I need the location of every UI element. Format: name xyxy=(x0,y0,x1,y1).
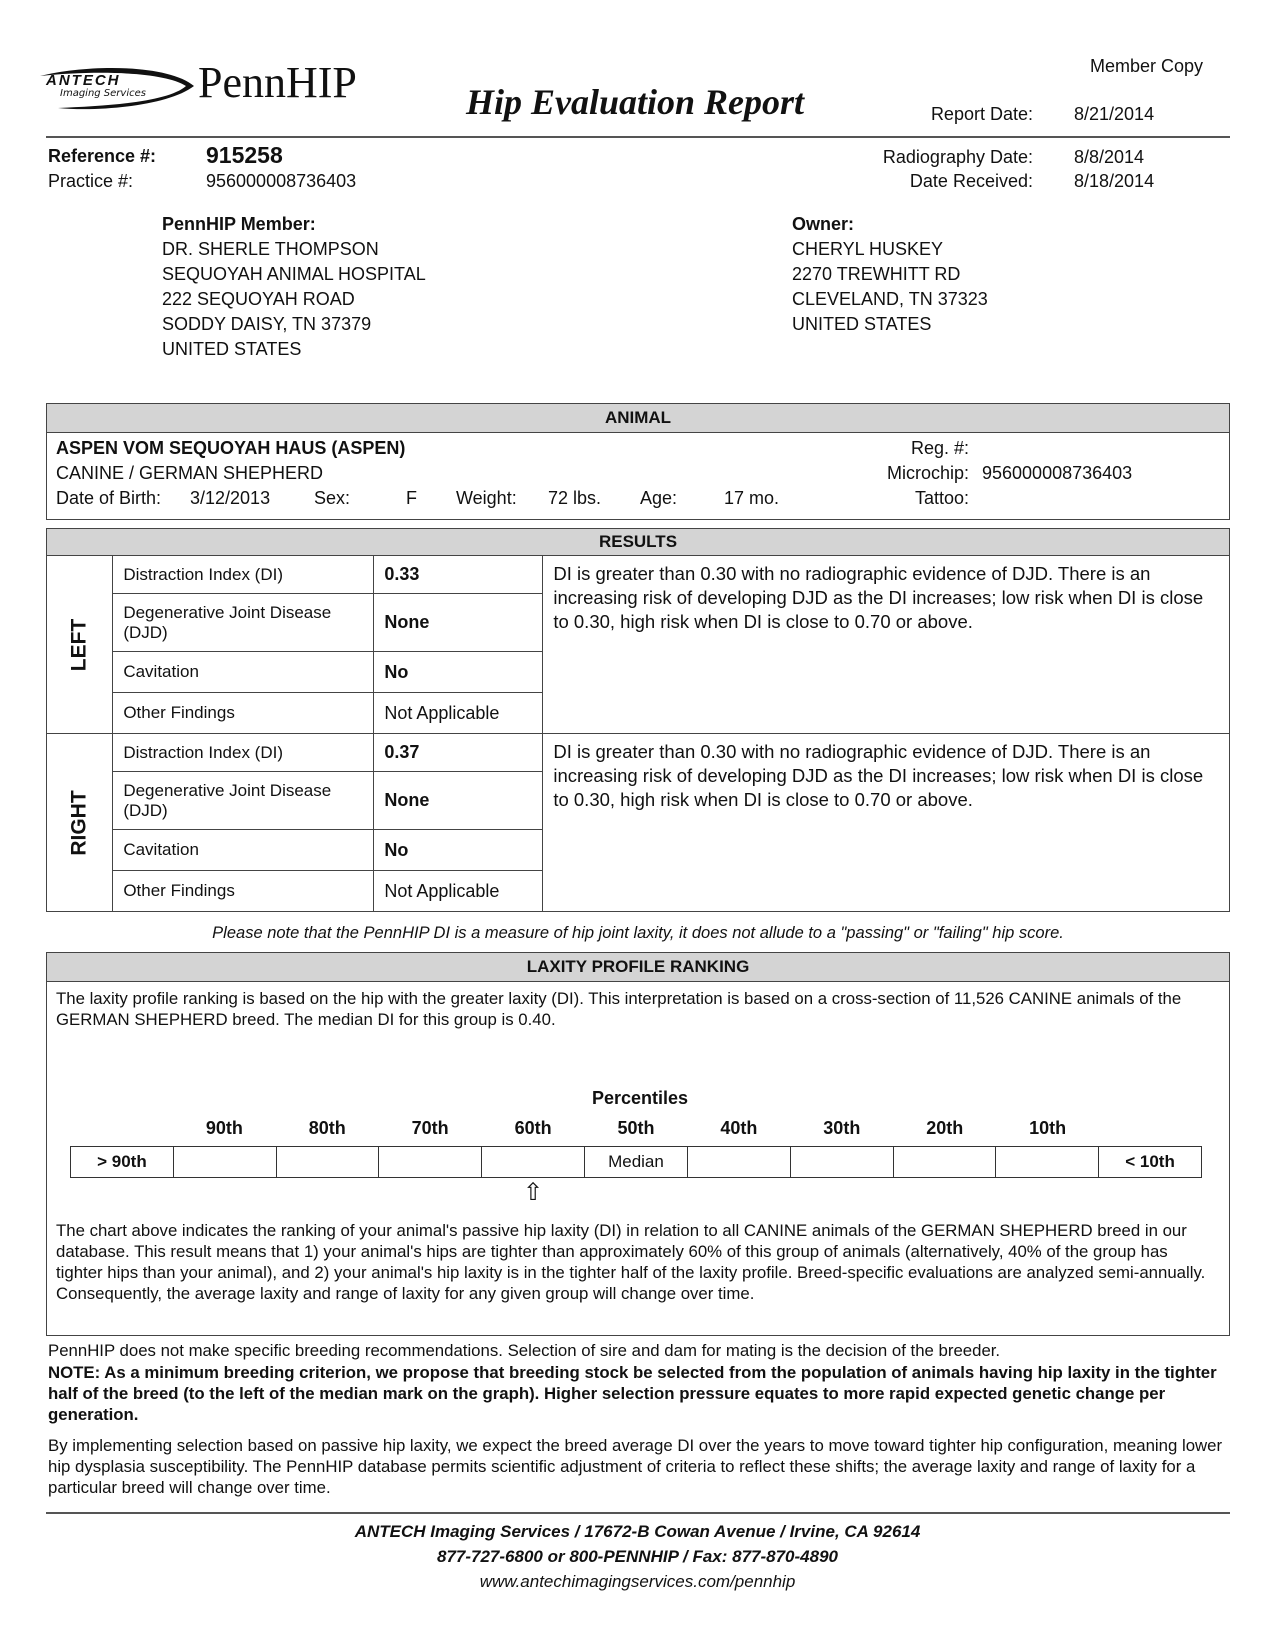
other-findings-value-left: Not Applicable xyxy=(374,693,543,734)
interpretation-left: DI is greater than 0.30 with no radiographic evidence of DJD. There is an increasing risk of developing DJD as the DI increases; low risk when DI is close to 0.30, high risk when DI is close to 0.70 or above. xyxy=(543,556,1230,734)
age-label: Age: xyxy=(640,488,678,508)
implementation-paragraph: By implementing selection based on passive hip laxity, we expect the breed average DI over the years to move toward tighter hip configuration, meaning lower hip dysplasia susceptibility. The PennHIP database permits scientific adjustment of criteria to reflect these shifts; the average laxity and range of laxity for a particular breed will change over time. xyxy=(48,1436,1223,1497)
other-findings-value-right: Not Applicable xyxy=(374,871,543,912)
percentile-tick-label: 10th xyxy=(1029,1118,1067,1138)
results-section-title: RESULTS xyxy=(47,529,1230,556)
di-value-left: 0.33 xyxy=(374,556,543,594)
breeding-note xyxy=(48,1362,1232,1425)
microchip-label: Microchip: xyxy=(886,463,969,483)
percentile-bar xyxy=(70,1146,1202,1178)
di-value-right: 0.37 xyxy=(374,734,543,772)
member-line: SODDY DAISY, TN 37379 xyxy=(162,314,372,334)
radiography-date: 8/8/2014 xyxy=(1074,147,1145,167)
side-label-right: RIGHT xyxy=(47,734,113,912)
member-line: SEQUOYAH ANIMAL HOSPITAL xyxy=(162,264,426,284)
age-value: 17 mo. xyxy=(724,488,780,508)
row-label: Degenerative Joint Disease (DJD) xyxy=(113,594,374,652)
percentile-cell: < 10th xyxy=(1125,1152,1175,1171)
percentile-tick-label: 20th xyxy=(926,1118,964,1138)
results-table xyxy=(46,528,1230,912)
radiography-date-label: Radiography Date: xyxy=(882,147,1033,167)
member-line: DR. SHERLE THOMPSON xyxy=(162,239,379,259)
breeding-disclaimer: PennHIP does not make specific breeding recommendations. Selection of sire and dam for mating is the decision of the breeder. xyxy=(48,1341,1001,1360)
date-received-label: Date Received: xyxy=(909,171,1033,191)
date-received: 8/18/2014 xyxy=(1074,171,1155,191)
report-date-label: Report Date: xyxy=(930,104,1033,124)
practice-number: 956000008736403 xyxy=(206,171,357,191)
di-disclaimer-note: Please note that the PennHIP DI is a measure of hip joint laxity, it does not allude to a "passing" or "failing" hip score. xyxy=(212,924,1064,942)
row-label: Other Findings xyxy=(113,871,374,912)
sex-label: Sex: xyxy=(314,488,351,508)
side-label-left: LEFT xyxy=(47,556,113,734)
laxity-section-title: LAXITY PROFILE RANKING xyxy=(47,953,1229,982)
dob-value: 3/12/2013 xyxy=(190,488,271,508)
footer-phone: 877-727-6800 or 800-PENNHIP / Fax: 877-870-4890 xyxy=(437,1547,838,1566)
sex-value: F xyxy=(406,488,417,508)
percentile-cell xyxy=(482,1147,585,1177)
djd-value-right: None xyxy=(374,772,543,830)
note-label: NOTE: xyxy=(48,1363,101,1382)
reference-number: 915258 xyxy=(206,142,283,168)
row-label: Degenerative Joint Disease (DJD) xyxy=(113,772,374,830)
microchip-value: 956000008736403 xyxy=(982,463,1133,483)
member-line: UNITED STATES xyxy=(162,339,302,359)
row-label: Other Findings xyxy=(113,693,374,734)
percentile-tick-label: 30th xyxy=(823,1118,861,1138)
note-text: As a minimum breeding criterion, we propose that breeding stock be selected from the population of animals having hip laxity in the tighter half of the breed (to the left of the median mark on the graph). Higher selection pressure equates to more rapid expected genetic change per generation. xyxy=(48,1363,1217,1424)
table-row xyxy=(47,556,1230,594)
copy-type: Member Copy xyxy=(1090,56,1204,76)
owner-heading: Owner: xyxy=(792,214,855,234)
animal-section-title: ANIMAL xyxy=(47,404,1229,433)
percentile-cell xyxy=(791,1147,894,1177)
footer-address: ANTECH Imaging Services / 17672-B Cowan Avenue / Irvine, CA 92614 xyxy=(354,1522,921,1541)
djd-value-left: None xyxy=(374,594,543,652)
logo-subtitle: Imaging Services xyxy=(60,88,146,99)
percentile-cell xyxy=(894,1147,997,1177)
owner-line: UNITED STATES xyxy=(792,314,932,334)
row-label: Cavitation xyxy=(113,830,374,871)
owner-line: CHERYL HUSKEY xyxy=(792,239,944,259)
percentile-tick-label: 50th xyxy=(617,1118,655,1138)
percentile-cell xyxy=(379,1147,482,1177)
tattoo-label: Tattoo: xyxy=(914,488,969,508)
percentiles-title: Percentiles xyxy=(591,1088,689,1108)
row-label: Distraction Index (DI) xyxy=(113,556,374,594)
report-title: Hip Evaluation Report xyxy=(466,82,805,122)
member-address xyxy=(162,212,426,362)
logo-brand: ANTECH xyxy=(46,72,121,89)
animal-species-breed: CANINE / GERMAN SHEPHERD xyxy=(56,463,324,483)
owner-address xyxy=(792,212,988,337)
footer-divider xyxy=(46,1512,1230,1514)
header-divider xyxy=(46,136,1230,138)
cavitation-value-left: No xyxy=(374,652,543,693)
up-arrow-icon: ⇧ xyxy=(523,1179,544,1206)
percentile-tick-label: 80th xyxy=(308,1118,346,1138)
row-label: Distraction Index (DI) xyxy=(113,734,374,772)
logo-product: PennHIP xyxy=(198,58,357,107)
table-row xyxy=(47,734,1230,772)
laxity-explanation: The chart above indicates the ranking of your animal's passive hip laxity (DI) in relation to all CANINE animals of the GERMAN SHEPHERD breed in our database. This result means that 1) your animal's hips are tighter than approximately 60% of this group of animals (alternatively, 40% of the group has tighter hips than your animal), and 2) your animal's hip laxity is in the tighter half of the laxity profile. Breed-specific evaluations are analyzed semi-annually. Consequently, the average laxity and range of laxity for any given group will change over time. xyxy=(56,1221,1206,1303)
percentile-tick-label: 40th xyxy=(720,1118,758,1138)
weight-label: Weight: xyxy=(456,488,517,508)
percentile-cell xyxy=(277,1147,380,1177)
dob-label: Date of Birth: xyxy=(56,488,162,508)
cavitation-value-right: No xyxy=(374,830,543,871)
reference-label: Reference #: xyxy=(48,146,157,166)
interpretation-right: DI is greater than 0.30 with no radiographic evidence of DJD. There is an increasing risk of developing DJD as the DI increases; low risk when DI is close to 0.30, high risk when DI is close to 0.70 or above. xyxy=(543,734,1230,912)
percentile-tick-label: 70th xyxy=(411,1118,449,1138)
footer-website[interactable]: www.antechimagingservices.com/pennhip xyxy=(479,1572,796,1591)
reg-label: Reg. #: xyxy=(910,438,969,458)
percentile-cell: > 90th xyxy=(71,1147,174,1177)
percentile-cell xyxy=(996,1147,1099,1177)
animal-name: ASPEN VOM SEQUOYAH HAUS (ASPEN) xyxy=(56,438,406,458)
percentile-cell xyxy=(174,1147,277,1177)
owner-line: 2270 TREWHITT RD xyxy=(792,264,961,284)
owner-line: CLEVELAND, TN 37323 xyxy=(792,289,988,309)
laxity-intro: The laxity profile ranking is based on the hip with the greater laxity (DI). This interpretation is based on a cross-section of 11,526 CANINE animals of the GERMAN SHEPHERD breed. The median DI for this group is 0.40. xyxy=(56,989,1182,1029)
percentile-tick-label: 90th xyxy=(205,1118,243,1138)
weight-value: 72 lbs. xyxy=(548,488,602,508)
member-heading: PennHIP Member: xyxy=(162,214,316,234)
percentile-cell xyxy=(688,1147,791,1177)
row-label: Cavitation xyxy=(113,652,374,693)
report-date: 8/21/2014 xyxy=(1074,104,1155,124)
member-line: 222 SEQUOYAH ROAD xyxy=(162,289,355,309)
practice-label: Practice #: xyxy=(48,171,134,191)
percentile-cell: Median xyxy=(585,1147,688,1177)
percentile-tick-label: 60th xyxy=(514,1118,552,1138)
